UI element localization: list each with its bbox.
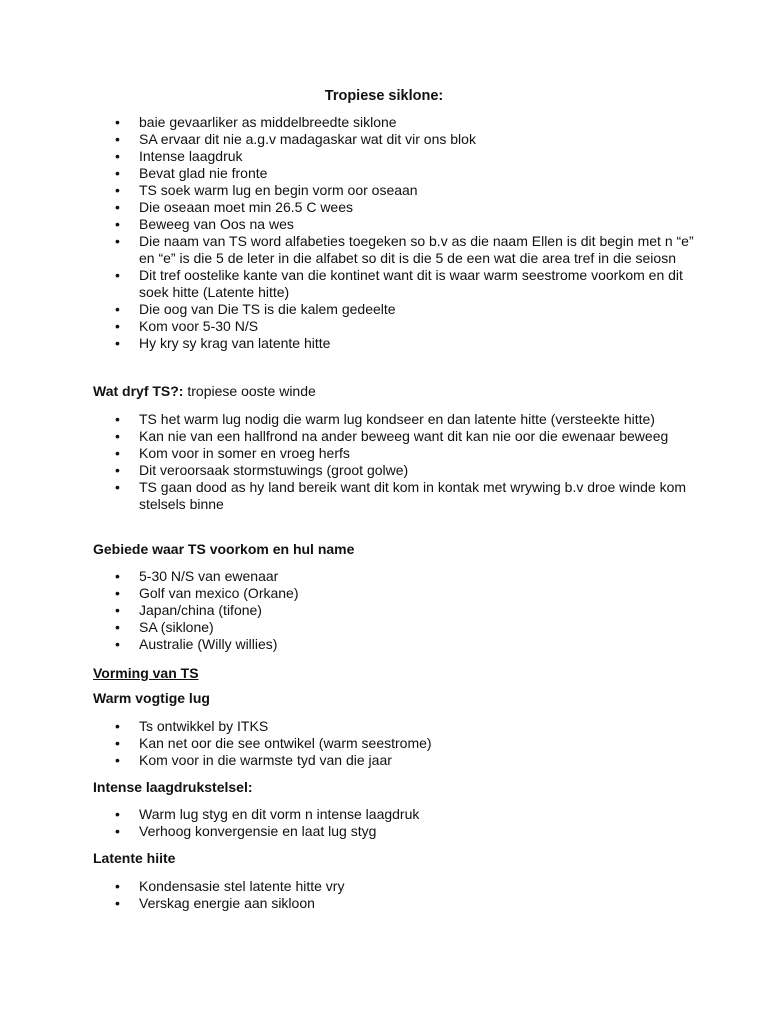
list-item: • Kan net oor die see ontwikel (warm seestrome) [115, 735, 432, 751]
formation-heading: Vorming van TS [93, 665, 199, 681]
latent-list [0, 878, 700, 912]
bullet-icon: • [115, 216, 120, 232]
bullet-icon: • [115, 199, 120, 215]
drive-list [0, 411, 700, 513]
list-item: • TS gaan dood as hy land bereik want dit kom in kontak met wrywing b.v droe winde kom stelsels binne [115, 479, 687, 512]
list-item: • Bevat glad nie fronte [115, 165, 268, 181]
bullet-icon: • [115, 568, 120, 584]
bullet-icon: • [115, 335, 120, 351]
bullet-icon: • [115, 479, 120, 495]
bullet-icon: • [115, 428, 120, 444]
bullet-icon: • [115, 131, 120, 147]
bullet-icon: • [115, 445, 120, 461]
list-item: • Verhoog konvergensie en laat lug styg [115, 823, 377, 839]
drive-paragraph [93, 383, 713, 400]
bullet-icon: • [115, 735, 120, 751]
list-item: • Golf van mexico (Orkane) [115, 585, 299, 601]
bullet-icon: • [115, 182, 120, 198]
bullet-icon: • [115, 114, 120, 130]
list-item: • Kom voor 5-30 N/S [115, 318, 259, 334]
bullet-icon: • [115, 878, 120, 894]
bullet-icon: • [115, 752, 120, 768]
warm-heading: Warm vogtige lug [93, 690, 210, 706]
list-item: • SA ervaar dit nie a.g.v madagaskar wat dit vir ons blok [115, 131, 476, 147]
bullet-icon: • [115, 148, 120, 164]
list-item: • Dit tref oostelike kante van die kontinet want dit is waar warm seestrome voorkom en dit soek hitte (Latente hitte) [115, 267, 683, 300]
drive-text: tropiese ooste winde [183, 383, 316, 399]
bullet-icon: • [115, 718, 120, 734]
list-item: • Australie (Willy willies) [115, 636, 278, 652]
bullet-icon: • [115, 619, 120, 635]
bullet-icon: • [115, 823, 120, 839]
bullet-icon: • [115, 585, 120, 601]
warm-list [0, 718, 700, 769]
drive-label: Wat dryf TS?: [93, 383, 184, 399]
list-item: • Beweeg van Oos na wes [115, 216, 294, 232]
list-item: • TS het warm lug nodig die warm lug kondseer en dan latente hitte (versteekte hitte) [115, 411, 655, 427]
list-item: • 5-30 N/S van ewenaar [115, 568, 279, 584]
areas-heading: Gebiede waar TS voorkom en hul name [93, 541, 355, 557]
bullet-icon: • [115, 895, 120, 911]
bullet-icon: • [115, 165, 120, 181]
list-item: • Intense laagdruk [115, 148, 243, 164]
list-item: • Dit veroorsaak stormstuwings (groot golwe) [115, 462, 409, 478]
list-item: • Die naam van TS word alfabeties toegeken so b.v as die naam Ellen is dit begin met n “e” en “e” is die 5 de leter in die alfabet so dit is die 5 de een wat die area tref in die seiosn [115, 233, 694, 266]
list-item: • Die oseaan moet min 26.5 C wees [115, 199, 353, 215]
list-item: • Die oog van Die TS is die kalem gedeelte [115, 301, 396, 317]
list-item: • Kom voor in somer en vroeg herfs [115, 445, 350, 461]
lowpressure-heading: Intense laagdrukstelsel: [93, 779, 253, 795]
bullet-icon: • [115, 301, 120, 317]
latent-heading: Latente hiite [93, 850, 176, 866]
list-item: • Hy kry sy krag van latente hitte [115, 335, 331, 351]
list-item: • Warm lug styg en dit vorm n intense laagdruk [115, 806, 420, 822]
bullet-icon: • [115, 602, 120, 618]
list-item: • Ts ontwikkel by ITKS [115, 718, 269, 734]
bullet-icon: • [115, 411, 120, 427]
areas-list [0, 568, 700, 653]
list-item: • Kondensasie stel latente hitte vry [115, 878, 345, 894]
list-item: • SA (siklone) [115, 619, 214, 635]
bullet-icon: • [115, 233, 120, 249]
bullet-icon: • [115, 462, 120, 478]
list-item: • Kan nie van een hallfrond na ander beweeg want dit kan nie oor die ewenaar beweeg [115, 428, 669, 444]
bullet-icon: • [115, 806, 120, 822]
list-item: • TS soek warm lug en begin vorm oor oseaan [115, 182, 418, 198]
list-item: • Verskag energie aan sikloon [115, 895, 315, 911]
list-item: • Kom voor in die warmste tyd van die jaar [115, 752, 392, 768]
list-item: • Japan/china (tifone) [115, 602, 262, 618]
bullet-icon: • [115, 636, 120, 652]
cyclone-facts-list [0, 114, 700, 352]
lowpressure-list [0, 806, 700, 840]
page-title: Tropiese siklone: [324, 88, 444, 104]
bullet-icon: • [115, 267, 120, 283]
bullet-icon: • [115, 318, 120, 334]
list-item: • baie gevaarliker as middelbreedte siklone [115, 114, 397, 130]
